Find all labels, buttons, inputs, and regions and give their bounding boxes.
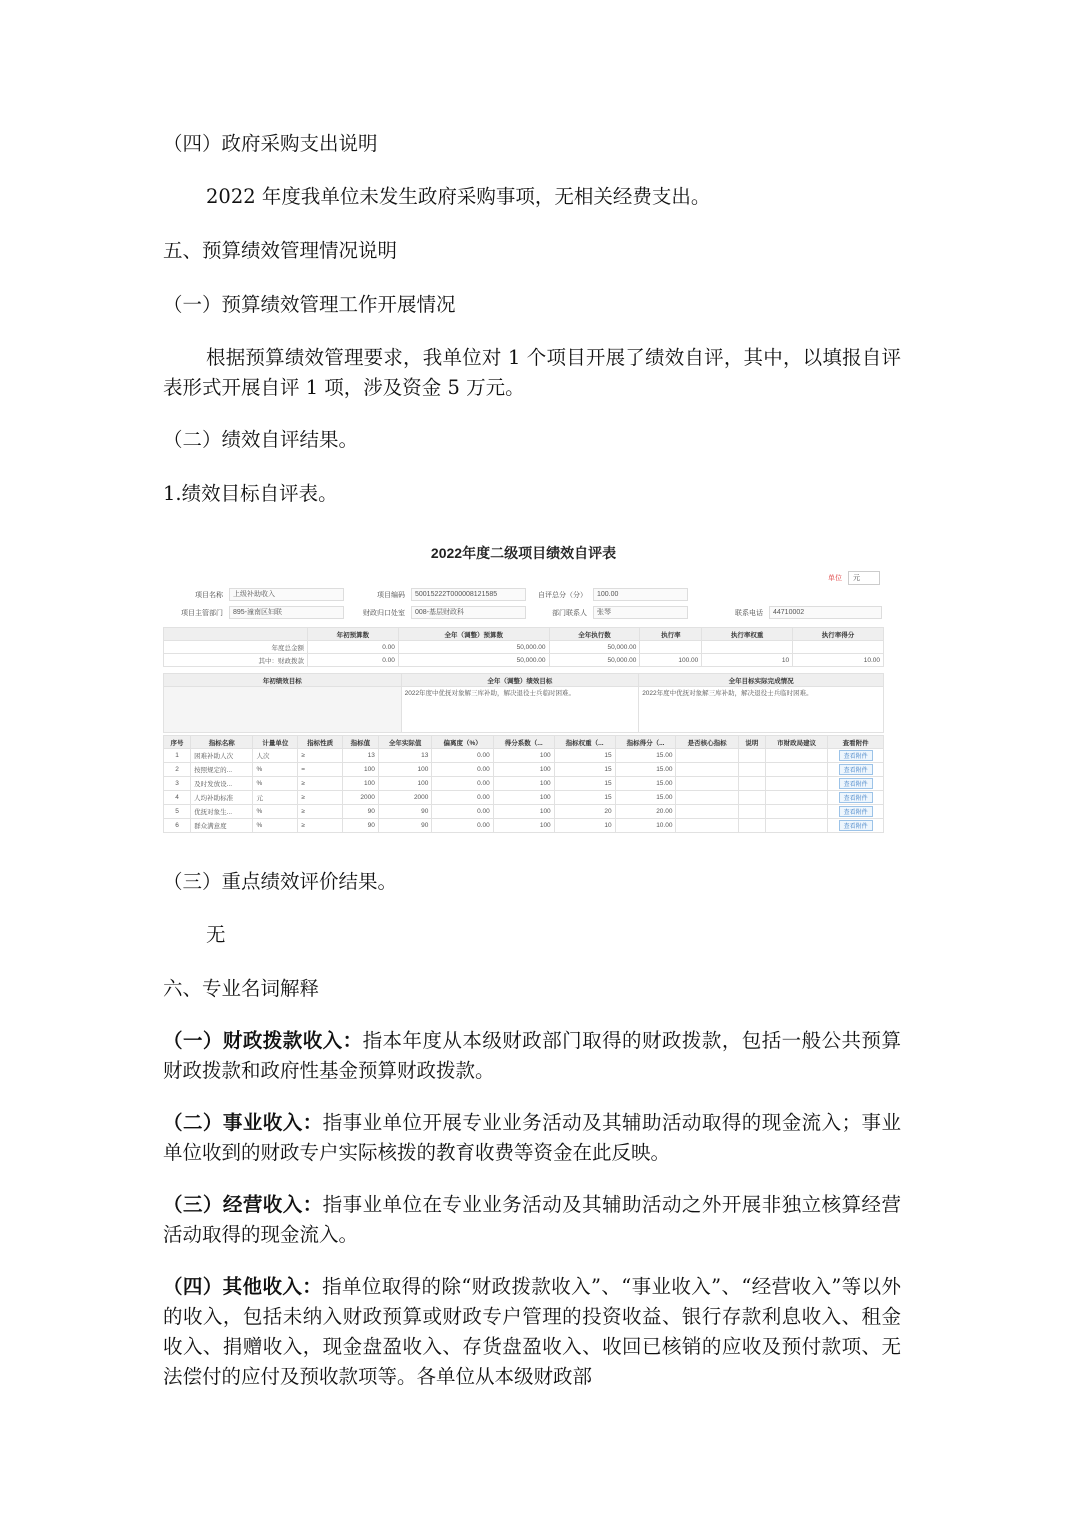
definition-text: 指事业单位在专业业务活动及其辅助活动之外开展非独立核算经营活动取得的现金流入。 [163,1193,901,1246]
indicator-cell: 20.00 [615,805,676,819]
budget-cell: 50,000.00 [549,654,640,667]
indicator-header-row [164,736,884,749]
budget-header: 执行率权重 [702,628,793,641]
indicator-header-cell: 序号 [164,736,191,749]
indicator-header-cell: 指标值 [342,736,378,749]
indicator-cell [738,763,765,777]
indicator-cell: 0.00 [432,805,493,819]
definition-term: （二）事业收入： [163,1111,323,1134]
indicator-cell [765,777,827,791]
budget-cell: 50,000.00 [398,641,549,654]
budget-cell: 50,000.00 [549,641,640,654]
indicator-header-cell: 说明 [738,736,765,749]
indicator-cell: 100 [493,805,554,819]
indicator-cell [738,805,765,819]
self-score-label: 自评总分（分） [538,592,587,599]
definition-text: 指单位取得的除“财政拨款收入”、“事业收入”、“经营收入”等以外的收入，包括未纳入财政预算或财政专户管理的投资收益、银行存款利息收入、租金收入、捐赠收入，现金盘盈收入、存货盘盈收入、收回已核销的应收及预付款项、无法偿付的应付及预收款项等。各单位从本级财政部 [163,1275,901,1388]
actual-goal-cell: 2022年度中优抚对象解三库补助，解决退役士兵临时困难。 [639,687,884,733]
contact-value: 张琴 [593,606,688,619]
indicator-cell: ≥ [298,791,343,805]
indicator-cell: 10 [554,819,615,833]
indicator-cell [676,805,738,819]
indicator-cell: 困难补助人次 [191,749,253,763]
attachment-cell [828,819,884,833]
budget-cell: 年度总金额 [164,641,308,654]
budget-header: 年初预算数 [308,628,399,641]
indicator-cell: 90 [378,819,432,833]
indicator-cell [676,777,738,791]
indicator-cell: 100 [378,763,432,777]
definition-text: 指本年度从本级财政部门取得的财政拨款，包括一般公共预算财政拨款和政府性基金预算财政拨款。 [163,1029,901,1082]
indicator-cell: 15.00 [615,763,676,777]
paragraph-performance-work: 根据预算绩效管理要求，我单位对 1 个项目开展了绩效自评，其中，以填报自评表形式开展自评 1 项，涉及资金 5 万元。 [163,346,901,399]
view-attachment-button[interactable]: 查看附件 [839,764,873,775]
budget-header: 全年执行数 [549,628,640,641]
unit-label: 单位 [828,575,843,582]
indicator-header-cell: 指标名称 [191,736,253,749]
indicator-cell [676,749,738,763]
indicator-cell: ≥ [298,819,343,833]
indicator-header-cell: 指标权重（... [554,736,615,749]
definition-other-income [163,1272,901,1392]
indicator-cell: ≥ [298,749,343,763]
project-code-label: 项目编码 [377,592,405,599]
indicator-cell [765,805,827,819]
budget-cell [793,641,884,654]
attachment-cell [828,805,884,819]
budget-header [164,628,308,641]
budget-header: 执行率得分 [793,628,884,641]
indicator-cell: 13 [342,749,378,763]
phone-value: 44710002 [769,606,882,619]
indicator-cell: 100 [342,777,378,791]
project-name-value: 上级补助收入 [229,588,344,601]
indicator-table [163,735,884,833]
paragraph-procurement: 2022 年度我单位未发生政府采购事项，无相关经费支出。 [206,185,711,208]
indicator-cell [738,791,765,805]
project-name-label: 项目名称 [195,592,223,599]
dept-label: 项目主管部门 [181,610,223,617]
dept-value: 895-潼南区妇联 [229,606,344,619]
indicator-header-cell: 计量单位 [253,736,298,749]
definition-business-income [163,1108,901,1168]
indicator-cell: 100 [493,763,554,777]
indicator-cell: 按照规定的... [191,763,253,777]
indicator-cell: % [253,805,298,819]
indicator-cell [738,749,765,763]
indicator-cell: 100 [378,777,432,791]
indicator-cell: 优抚对象生... [191,805,253,819]
unit-select: 元 [848,571,880,585]
budget-cell: 其中：财政拨款 [164,654,308,667]
form-title: 2022年度二级项目绩效自评表 [430,545,617,561]
indicator-cell: 人次 [253,749,298,763]
view-attachment-button[interactable]: 查看附件 [839,820,873,831]
indicator-cell: 4 [164,791,191,805]
goal-header: 全年（调整）绩效目标 [401,674,639,687]
indicator-cell: 0.00 [432,819,493,833]
indicator-cell: 5 [164,805,191,819]
indicator-cell: 2000 [378,791,432,805]
indicator-cell: 100 [342,763,378,777]
view-attachment-button[interactable]: 查看附件 [839,778,873,789]
table-row [164,805,884,819]
view-attachment-button[interactable]: 查看附件 [839,750,873,761]
definition-fiscal-appropriation [163,1026,901,1086]
budget-cell: 100.00 [640,654,702,667]
indicator-header-cell: 是否核心指标 [676,736,738,749]
indicator-cell [765,819,827,833]
table-row [164,749,884,763]
budget-row [164,654,884,667]
indicator-cell [765,763,827,777]
table-row [164,791,884,805]
self-score-value: 100.00 [593,588,688,601]
indicator-header-cell: 指标得分（... [615,736,676,749]
attachment-cell [828,777,884,791]
budget-cell [640,641,702,654]
indicator-cell: 及时发放设... [191,777,253,791]
item-heading-goal-table: 1.绩效目标自评表。 [163,482,338,505]
attachment-cell [828,791,884,805]
indicator-cell [676,791,738,805]
subsection-heading-performance-work: （一）预算绩效管理工作开展情况 [163,293,456,316]
budget-header: 执行率 [640,628,702,641]
indicator-header-cell: 得分系数（... [493,736,554,749]
view-attachment-button[interactable]: 查看附件 [839,806,873,817]
indicator-cell: 元 [253,791,298,805]
indicator-cell: ≥ [298,805,343,819]
indicator-cell: 人均补助标准 [191,791,253,805]
goal-table [163,673,884,733]
indicator-header-cell: 偏离度（%） [432,736,493,749]
indicator-cell: = [298,763,343,777]
indicator-cell: 90 [342,819,378,833]
budget-cell [702,641,793,654]
contact-label: 部门联系人 [552,610,587,617]
budget-header: 全年（调整）预算数 [398,628,549,641]
indicator-cell [676,819,738,833]
indicator-cell: 100 [493,819,554,833]
table-row [164,819,884,833]
indicator-cell: 15.00 [615,777,676,791]
budget-cell: 10.00 [793,654,884,667]
finance-label: 财政归口处室 [363,610,405,617]
indicator-cell: 6 [164,819,191,833]
table-row [164,763,884,777]
section-heading-glossary: 六、专业名词解释 [163,977,320,1000]
indicator-cell: 90 [378,805,432,819]
unit-selector [828,571,880,585]
adjusted-goal-cell: 2022年度中优抚对象解三库补助，解决退役士兵临时困难。 [401,687,639,733]
indicator-cell: 2 [164,763,191,777]
indicator-cell [765,749,827,763]
indicator-header-cell: 指标性质 [298,736,343,749]
indicator-cell: 0.00 [432,777,493,791]
phone-label: 联系电话 [735,610,763,617]
subsection-heading-key-evaluation: （三）重点绩效评价结果。 [163,870,398,893]
budget-table [163,627,884,667]
section-heading-performance: 五、预算绩效管理情况说明 [163,239,398,262]
table-row [164,777,884,791]
finance-value: 008-基层财政科 [411,606,526,619]
indicator-header-cell: 查看附件 [828,736,884,749]
attachment-cell [828,749,884,763]
self-evaluation-form-image [163,535,884,835]
form-meta-row-2 [163,605,884,621]
indicator-cell: % [253,777,298,791]
indicator-cell [765,791,827,805]
indicator-cell: 100 [493,791,554,805]
indicator-cell: 100 [493,749,554,763]
attachment-cell [828,763,884,777]
definition-term: （四）其他收入： [163,1275,323,1298]
indicator-header-cell: 全年实际值 [378,736,432,749]
view-attachment-button[interactable]: 查看附件 [839,792,873,803]
paragraph-none: 无 [206,923,226,946]
indicator-cell: 20 [554,805,615,819]
section-heading-procurement: （四）政府采购支出说明 [163,132,378,155]
goal-header: 全年目标实际完成情况 [639,674,884,687]
indicator-cell: 90 [342,805,378,819]
subsection-heading-self-evaluation: （二）绩效自评结果。 [163,428,359,451]
budget-row [164,641,884,654]
indicator-cell [738,777,765,791]
budget-cell: 0.00 [308,641,399,654]
indicator-header-cell: 市财政局建议 [765,736,827,749]
indicator-cell: 15.00 [615,749,676,763]
indicator-cell: 10.00 [615,819,676,833]
definition-operating-income [163,1190,901,1250]
indicator-cell: 1 [164,749,191,763]
project-code-value: 50015222T000008121585 [411,588,526,601]
indicator-cell: % [253,763,298,777]
indicator-cell: 100 [493,777,554,791]
definition-term: （三）经营收入： [163,1193,323,1216]
indicator-cell: 0.00 [432,791,493,805]
form-meta-row-1 [163,587,884,603]
goal-header: 年初绩效目标 [164,674,402,687]
indicator-cell: 群众满意度 [191,819,253,833]
indicator-cell: % [253,819,298,833]
indicator-cell: 13 [378,749,432,763]
definition-term: （一）财政拨款收入： [163,1029,363,1052]
budget-cell: 0.00 [308,654,399,667]
indicator-cell: 15 [554,763,615,777]
indicator-cell: 0.00 [432,763,493,777]
budget-cell: 10 [702,654,793,667]
indicator-cell: ≥ [298,777,343,791]
indicator-cell: 15 [554,777,615,791]
indicator-cell: 15 [554,749,615,763]
indicator-cell: 15 [554,791,615,805]
indicator-cell [676,763,738,777]
initial-goal-cell [164,687,402,733]
indicator-cell [738,819,765,833]
budget-cell: 50,000.00 [398,654,549,667]
indicator-cell: 2000 [342,791,378,805]
indicator-cell: 15.00 [615,791,676,805]
definition-text: 指事业单位开展专业业务活动及其辅助活动取得的现金流入；事业单位收到的财政专户实际核拨的教育收费等资金在此反映。 [163,1111,901,1164]
indicator-cell: 3 [164,777,191,791]
indicator-cell: 0.00 [432,749,493,763]
